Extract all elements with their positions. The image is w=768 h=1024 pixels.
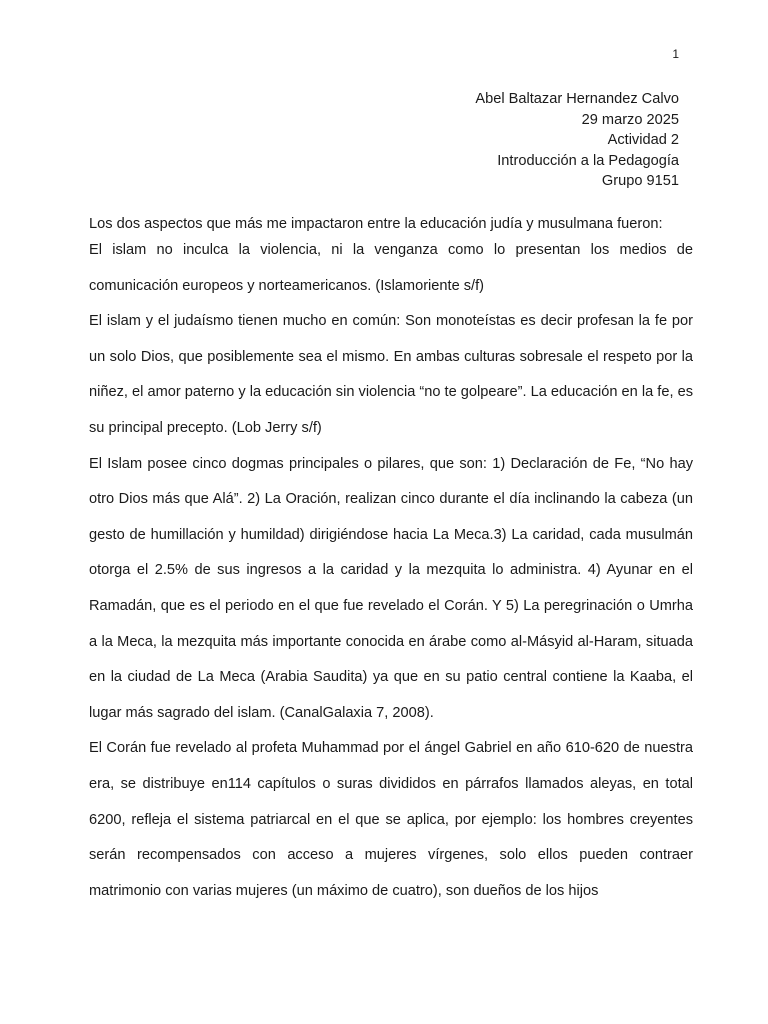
paragraph-five-pillars: El Islam posee cinco dogmas principales o pilares, que son: 1) Declaración de Fe, “No hay otro Dios más que Alá”. 2) La Oración, realizan cinco durante el día inclinando la cabeza (un gesto de humillación y humildad) dirigiéndose hacia La Meca.3) La caridad, cada musulmán otorga el 2.5% de sus ingresos a la caridad y la mezquita lo administra. 4) Ayunar en el Ramadán, que es el periodo en el que fue revelado el Corán. Y 5) La peregrinación o Umrha a la Meca, la mezquita más importante conocida en árabe como al-Másyid al-Haram, situada en la ciudad de La Meca (Arabia Saudita) ya que en su patio central contiene la Kaaba, el lugar más sagrado del islam. (CanalGalaxia 7, 2008).	[89, 455, 693, 721]
paragraph-islam-judaism: El islam y el judaísmo tienen mucho en común: Son monoteístas es decir profesan la fe por un solo Dios, que posiblemente sea el mismo. En ambas culturas sobresale el respeto por la niñez, el amor paterno y la educación sin violencia “no te golpeare”. La educación en la fe, es su principal precepto. (Lob Jerry s/f)	[89, 313, 693, 436]
document-date: 29 marzo 2025	[581, 111, 679, 128]
paragraph-islam-violence: El islam no inculca la violencia, ni la venganza como lo presentan los medios de comunicación europeos y norteamericanos. (Islamoriente s/f)	[89, 242, 693, 294]
intro-paragraph: Los dos aspectos que más me impactaron entre la educación judía y musulmana fueron:	[89, 216, 663, 232]
author-name: Abel Baltazar Hernandez Calvo	[475, 91, 679, 107]
course-name: Introducción a la Pedagogía	[497, 152, 679, 169]
page-number: 1	[672, 47, 679, 61]
document-header	[475, 89, 679, 192]
activity-label: Actividad 2	[607, 132, 679, 148]
document-body	[89, 211, 693, 909]
paragraph-quran: El Corán fue revelado al profeta Muhammad por el ángel Gabriel en año 610-620 de nuestra era, se distribuye en114 capítulos o suras divididos en párrafos llamados aleyas, en total 6200, refleja el sistema patriarcal en el que se aplica, por ejemplo: los hombres creyentes serán recompensados con acceso a mujeres vírgenes, solo ellos pueden contraer matrimonio con varias mujeres (un máximo de cuatro), son dueños de los hijos	[89, 740, 693, 899]
group-label: Grupo 9151	[601, 173, 679, 189]
